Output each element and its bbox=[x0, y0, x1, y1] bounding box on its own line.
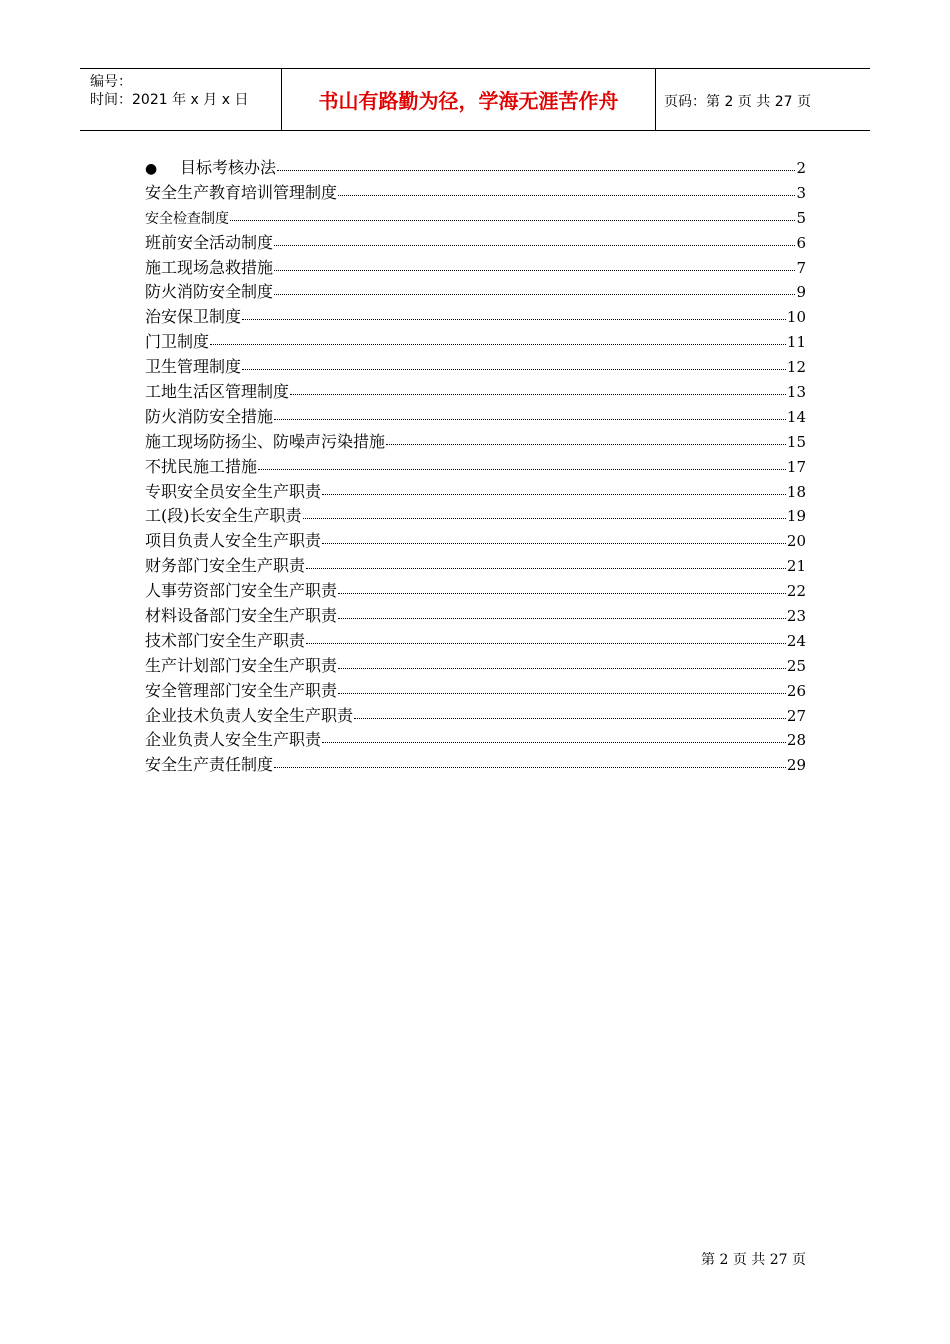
toc-dot-leader bbox=[322, 742, 786, 743]
toc-dot-leader bbox=[274, 245, 795, 246]
toc-dot-leader bbox=[277, 170, 795, 171]
header-page-cell bbox=[656, 69, 870, 130]
toc-entry[interactable] bbox=[145, 405, 806, 430]
toc-entry-title: 不扰民施工措施 bbox=[145, 456, 258, 476]
toc-entry-title: 防火消防安全措施 bbox=[145, 406, 274, 426]
toc-dot-leader bbox=[274, 419, 786, 420]
toc-dot-leader bbox=[354, 718, 786, 719]
toc-entry[interactable] bbox=[145, 305, 806, 330]
toc-dot-leader bbox=[322, 543, 786, 544]
toc-entry-page: 22 bbox=[786, 582, 806, 601]
toc-entry-title: 工地生活区管理制度 bbox=[145, 382, 290, 402]
page-header bbox=[80, 68, 870, 131]
toc-entry[interactable] bbox=[145, 654, 806, 679]
toc-entry-title: 安全管理部门安全生产职责 bbox=[145, 680, 338, 700]
toc-dot-leader bbox=[386, 444, 786, 445]
toc-entry-title: 安全检查制度 bbox=[145, 210, 229, 227]
toc-entry[interactable] bbox=[145, 529, 806, 554]
toc-entry-title: 防火消防安全制度 bbox=[145, 282, 274, 302]
header-motto-cell bbox=[282, 69, 656, 130]
toc-entry[interactable] bbox=[145, 728, 806, 753]
toc-entry-title: 人事劳资部门安全生产职责 bbox=[145, 581, 338, 601]
toc-dot-leader bbox=[210, 344, 786, 345]
toc-entry-title: 目标考核办法 bbox=[180, 158, 277, 177]
toc-dot-leader bbox=[338, 593, 786, 594]
toc-entry-page: 9 bbox=[796, 283, 806, 302]
toc-entry-page: 2 bbox=[796, 159, 806, 177]
toc-entry-page: 23 bbox=[786, 607, 806, 626]
toc-dot-leader bbox=[274, 767, 786, 768]
header-motto: 书山有路勤为径，学海无涯苦作舟 bbox=[318, 89, 619, 113]
toc-entry-page: 11 bbox=[786, 333, 806, 352]
toc-dot-leader bbox=[306, 568, 786, 569]
toc-dot-leader bbox=[322, 494, 786, 495]
toc-entry[interactable] bbox=[145, 256, 806, 281]
toc-dot-leader bbox=[338, 693, 786, 694]
toc-dot-leader bbox=[306, 643, 786, 644]
toc-entry-title: 专职安全员安全生产职责 bbox=[145, 481, 322, 501]
toc-dot-leader bbox=[230, 220, 795, 221]
toc-entry[interactable] bbox=[145, 181, 806, 206]
toc-dot-leader bbox=[274, 270, 795, 271]
toc-entry-page: 26 bbox=[786, 681, 806, 700]
toc-entry[interactable] bbox=[145, 629, 806, 654]
toc-dot-leader bbox=[242, 319, 786, 320]
toc-entry-title: 安全生产教育培训管理制度 bbox=[145, 182, 338, 202]
toc-dot-leader bbox=[338, 195, 795, 196]
toc-entry-title: 施工现场急救措施 bbox=[145, 257, 274, 277]
toc-entry-title: 工(段)长安全生产职责 bbox=[145, 506, 302, 526]
toc-entry-page: 10 bbox=[786, 308, 806, 327]
toc-entry-page: 24 bbox=[786, 631, 806, 650]
toc-entry[interactable] bbox=[145, 504, 806, 529]
toc-entry-page: 20 bbox=[786, 532, 806, 551]
toc-entry[interactable] bbox=[145, 355, 806, 380]
toc-entry-page: 15 bbox=[786, 432, 806, 451]
toc-entry[interactable] bbox=[145, 430, 806, 455]
toc-entry[interactable] bbox=[145, 330, 806, 355]
toc-entry[interactable] bbox=[145, 231, 806, 256]
bullet-icon: ● bbox=[145, 161, 158, 177]
toc-entry[interactable] bbox=[145, 753, 806, 778]
page-footer: 第 2 页 共 27 页 bbox=[701, 1252, 806, 1268]
toc-entry-page: 27 bbox=[786, 706, 806, 725]
toc-entry[interactable] bbox=[145, 480, 806, 505]
toc-entry-page: 21 bbox=[786, 557, 806, 576]
document-date-label: 时间：2021 年 x 月 x 日 bbox=[90, 92, 249, 108]
toc-entry-page: 3 bbox=[796, 183, 806, 202]
toc-entry-page: 19 bbox=[786, 507, 806, 526]
toc-entry[interactable] bbox=[145, 156, 806, 181]
toc-entry-title: 生产计划部门安全生产职责 bbox=[145, 655, 338, 675]
toc-entry-page: 18 bbox=[786, 482, 806, 501]
toc-entry-title: 项目负责人安全生产职责 bbox=[145, 531, 322, 551]
toc-entry-title: 企业技术负责人安全生产职责 bbox=[145, 705, 354, 725]
toc-entry-page: 12 bbox=[786, 358, 806, 377]
toc-entry[interactable] bbox=[145, 679, 806, 704]
table-of-contents bbox=[145, 156, 806, 778]
toc-dot-leader bbox=[274, 294, 795, 295]
toc-entry-title: 企业负责人安全生产职责 bbox=[145, 730, 322, 750]
toc-entry-page: 7 bbox=[796, 258, 806, 277]
toc-entry-title: 卫生管理制度 bbox=[145, 357, 242, 377]
toc-dot-leader bbox=[338, 618, 786, 619]
toc-entry[interactable] bbox=[145, 579, 806, 604]
toc-entry[interactable] bbox=[145, 380, 806, 405]
header-meta-cell bbox=[80, 69, 282, 130]
toc-entry-title: 安全生产责任制度 bbox=[145, 755, 274, 775]
toc-dot-leader bbox=[242, 369, 786, 370]
toc-entry-page: 28 bbox=[786, 731, 806, 750]
toc-entry[interactable] bbox=[145, 554, 806, 579]
toc-entry-page: 14 bbox=[786, 407, 806, 426]
toc-entry-page: 13 bbox=[786, 383, 806, 402]
toc-entry-title: 财务部门安全生产职责 bbox=[145, 556, 306, 576]
toc-entry[interactable] bbox=[145, 280, 806, 305]
toc-entry-page: 29 bbox=[786, 756, 806, 775]
toc-dot-leader bbox=[290, 394, 786, 395]
toc-entry-title: 门卫制度 bbox=[145, 332, 210, 352]
toc-dot-leader bbox=[258, 469, 786, 470]
toc-dot-leader bbox=[338, 668, 786, 669]
toc-entry-page: 25 bbox=[786, 656, 806, 675]
toc-entry-title: 治安保卫制度 bbox=[145, 307, 242, 327]
header-page-label: 页码：第 2 页 共 27 页 bbox=[664, 94, 811, 110]
toc-entry[interactable] bbox=[145, 455, 806, 480]
toc-entry-title: 施工现场防扬尘、防噪声污染措施 bbox=[145, 431, 386, 451]
toc-entry[interactable] bbox=[145, 704, 806, 729]
toc-entry-title: 技术部门安全生产职责 bbox=[145, 630, 306, 650]
toc-entry-page: 5 bbox=[796, 208, 806, 227]
toc-entry-page: 17 bbox=[786, 457, 806, 476]
toc-entry[interactable] bbox=[145, 604, 806, 629]
toc-entry-title: 班前安全活动制度 bbox=[145, 232, 274, 252]
toc-entry-title: 材料设备部门安全生产职责 bbox=[145, 606, 338, 626]
toc-entry[interactable] bbox=[145, 206, 806, 231]
toc-entry-page: 6 bbox=[796, 233, 806, 252]
toc-dot-leader bbox=[303, 518, 786, 519]
document-number-label: 编号： bbox=[90, 74, 132, 90]
